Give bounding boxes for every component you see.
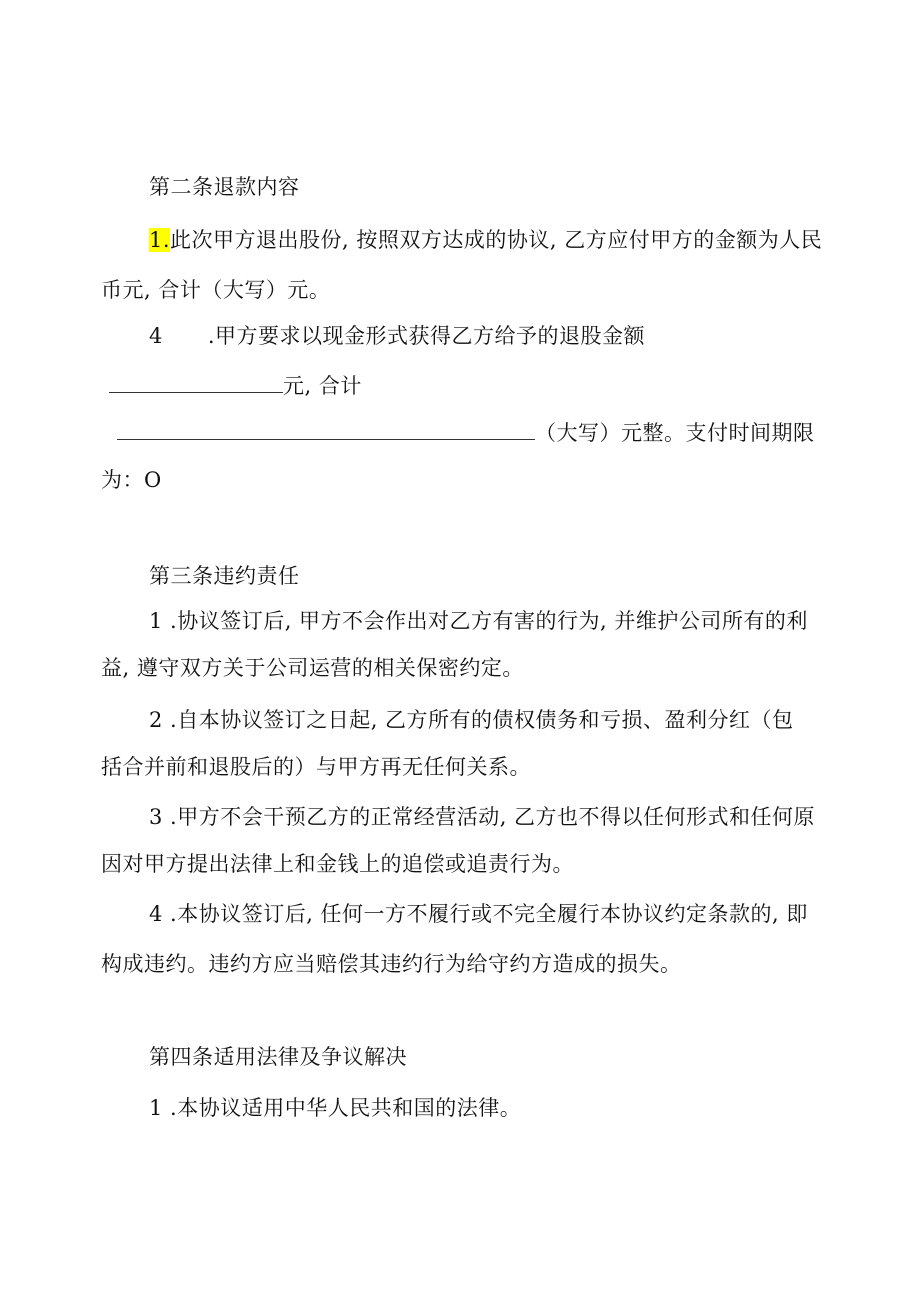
section-3-item-2-line-1: 2 .自本协议签订之日起, 乙方所有的债权债务和亏损、盈利分红（包 xyxy=(149,708,794,732)
amount-text: 元, 合计 xyxy=(283,374,362,398)
section-2-item-1-line-1 xyxy=(149,226,822,254)
section-2-item-2-line-2 xyxy=(109,372,362,400)
section-3-item-4-line-2: 构成违约。违约方应当赔偿其违约行为给守约方造成的损失。 xyxy=(101,952,682,976)
section-2-item-1-text: 此次甲方退出股份, 按照双方达成的协议, 乙方应付甲方的金额为人民 xyxy=(170,228,823,252)
section-2-item-1-line-2: 币元, 合计（大写）元。 xyxy=(101,278,331,302)
section-4-title: 第四条适用法律及争议解决 xyxy=(149,1045,407,1069)
section-4-item-1-line-1: 1 .本协议适用中华人民共和国的法律。 xyxy=(149,1096,522,1120)
section-3-title: 第三条违约责任 xyxy=(149,564,300,588)
section-2-item-2-number: 4 xyxy=(149,324,163,348)
uppercase-amount-text: （大写）元整。支付时间期限 xyxy=(535,421,815,445)
amount-blank xyxy=(109,374,283,393)
section-3-item-4-line-1: 4 .本协议签订后, 任何一方不履行或不完全履行本协议约定条款的, 即 xyxy=(149,902,808,926)
section-2-item-2-line-4: 为：O xyxy=(101,468,162,492)
highlight-mark: 1. xyxy=(149,228,171,252)
section-3-item-1-line-1: 1 .协议签订后, 甲方不会作出对乙方有害的行为, 并维护公司所有的利 xyxy=(149,609,808,633)
uppercase-amount-blank xyxy=(117,421,535,440)
section-3-item-1-line-2: 益, 遵守双方关于公司运营的相关保密约定。 xyxy=(101,656,524,680)
section-2-title: 第二条退款内容 xyxy=(149,175,300,199)
section-2-item-2-text: .甲方要求以现金形式获得乙方给予的退股金额 xyxy=(207,324,646,348)
section-2-item-2-line-3 xyxy=(117,419,815,447)
section-3-item-3-line-2: 因对甲方提出法律上和金钱上的追偿或追责行为。 xyxy=(101,852,574,876)
section-2-item-2-line-1 xyxy=(149,322,645,350)
section-3-item-3-line-1: 3 .甲方不会干预乙方的正常经营活动, 乙方也不得以任何形式和任何原 xyxy=(149,805,816,829)
section-3-item-2-line-2: 括合并前和退股后的）与甲方再无任何关系。 xyxy=(101,755,531,779)
